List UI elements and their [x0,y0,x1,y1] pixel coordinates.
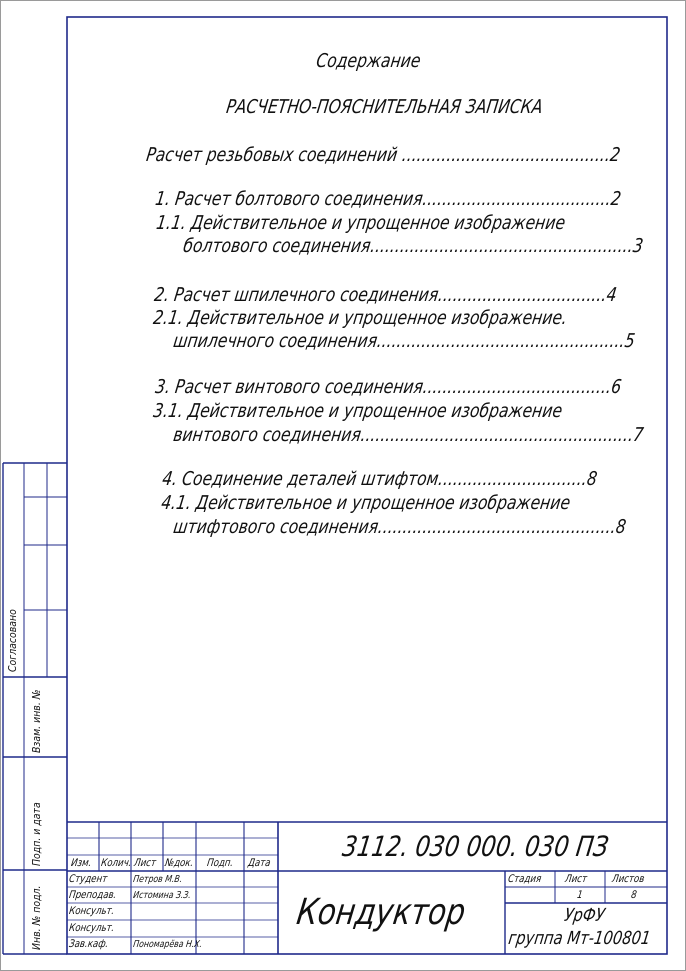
toc-entry: болтового соединения.....................................................3 [181,235,645,257]
group: группа Мт-100801 [507,928,652,949]
toc-entry: 4.1. Действительное и упрощенное изображение [159,492,572,514]
toc-entry: 4. Соединение деталей штифтом..............................8 [160,468,599,490]
toc-entry: 2.1. Действительное и упрощенное изображение. [151,307,569,329]
role-consultant: Консульт. [68,922,116,934]
toc-entry: штифтового соединения................................................8 [171,516,628,538]
sheets-value: 8 [630,889,638,901]
name-student: Петров М.В. [132,874,183,885]
toc-entry: винтового соединения.......................................................7 [171,424,645,446]
agreed-label: Согласовано [6,609,19,672]
role-consultant: Консульт. [68,905,116,917]
document-code: 3112. 030 000. 030 ПЗ [340,830,611,863]
name-head-of-dept: Пономарёва Н.Х. [132,939,203,950]
col-header-change: Изм. [70,857,93,869]
section-title: РАСЧЕТНО-ПОЯСНИТЕЛЬНАЯ ЗАПИСКА [224,96,545,118]
col-header-signature: Подп. [206,857,235,869]
name-teacher: Истомина З.З. [132,890,192,901]
toc-entry: 2. Расчет шпилечного соединения..................................4 [152,284,619,306]
role-head-of-dept: Зав.каф. [68,938,110,950]
toc-entry: 1.1. Действительное и упрощенное изображение [154,212,567,234]
col-header-doc-number: №док. [164,857,195,869]
toc-entry: 3.1. Действительное и упрощенное изображение [151,400,564,422]
sheets-label: Листов [611,873,646,885]
toc-entry: 1. Расчет болтового соединения......................................2 [153,188,623,210]
col-header-sheet: Лист [133,857,157,869]
organization: УрФУ [563,905,607,926]
sign-date-label: Подп. и дата [30,802,43,866]
role-student: Студент [68,873,109,885]
contents-title: Содержание [314,50,423,72]
stage-label: Стадия [507,873,543,885]
toc-entry: шпилечного соединения..................................................5 [171,330,637,352]
sheet-value: 1 [576,889,584,901]
inv-replace-label: Взам. инв. № [30,689,43,753]
role-teacher: Преподав. [68,889,118,901]
document-name: Кондуктор [294,892,469,933]
toc-main-entry: Расчет резьбовых соединений ..........................................2 [144,144,622,166]
toc-entry: 3. Расчет винтового соединения......................................6 [153,376,623,398]
col-header-quantity: Колич. [100,857,133,869]
sheet-label: Лист [564,873,588,885]
inv-original-label: Инв. № подл. [30,885,43,950]
col-header-date: Дата [247,857,272,869]
